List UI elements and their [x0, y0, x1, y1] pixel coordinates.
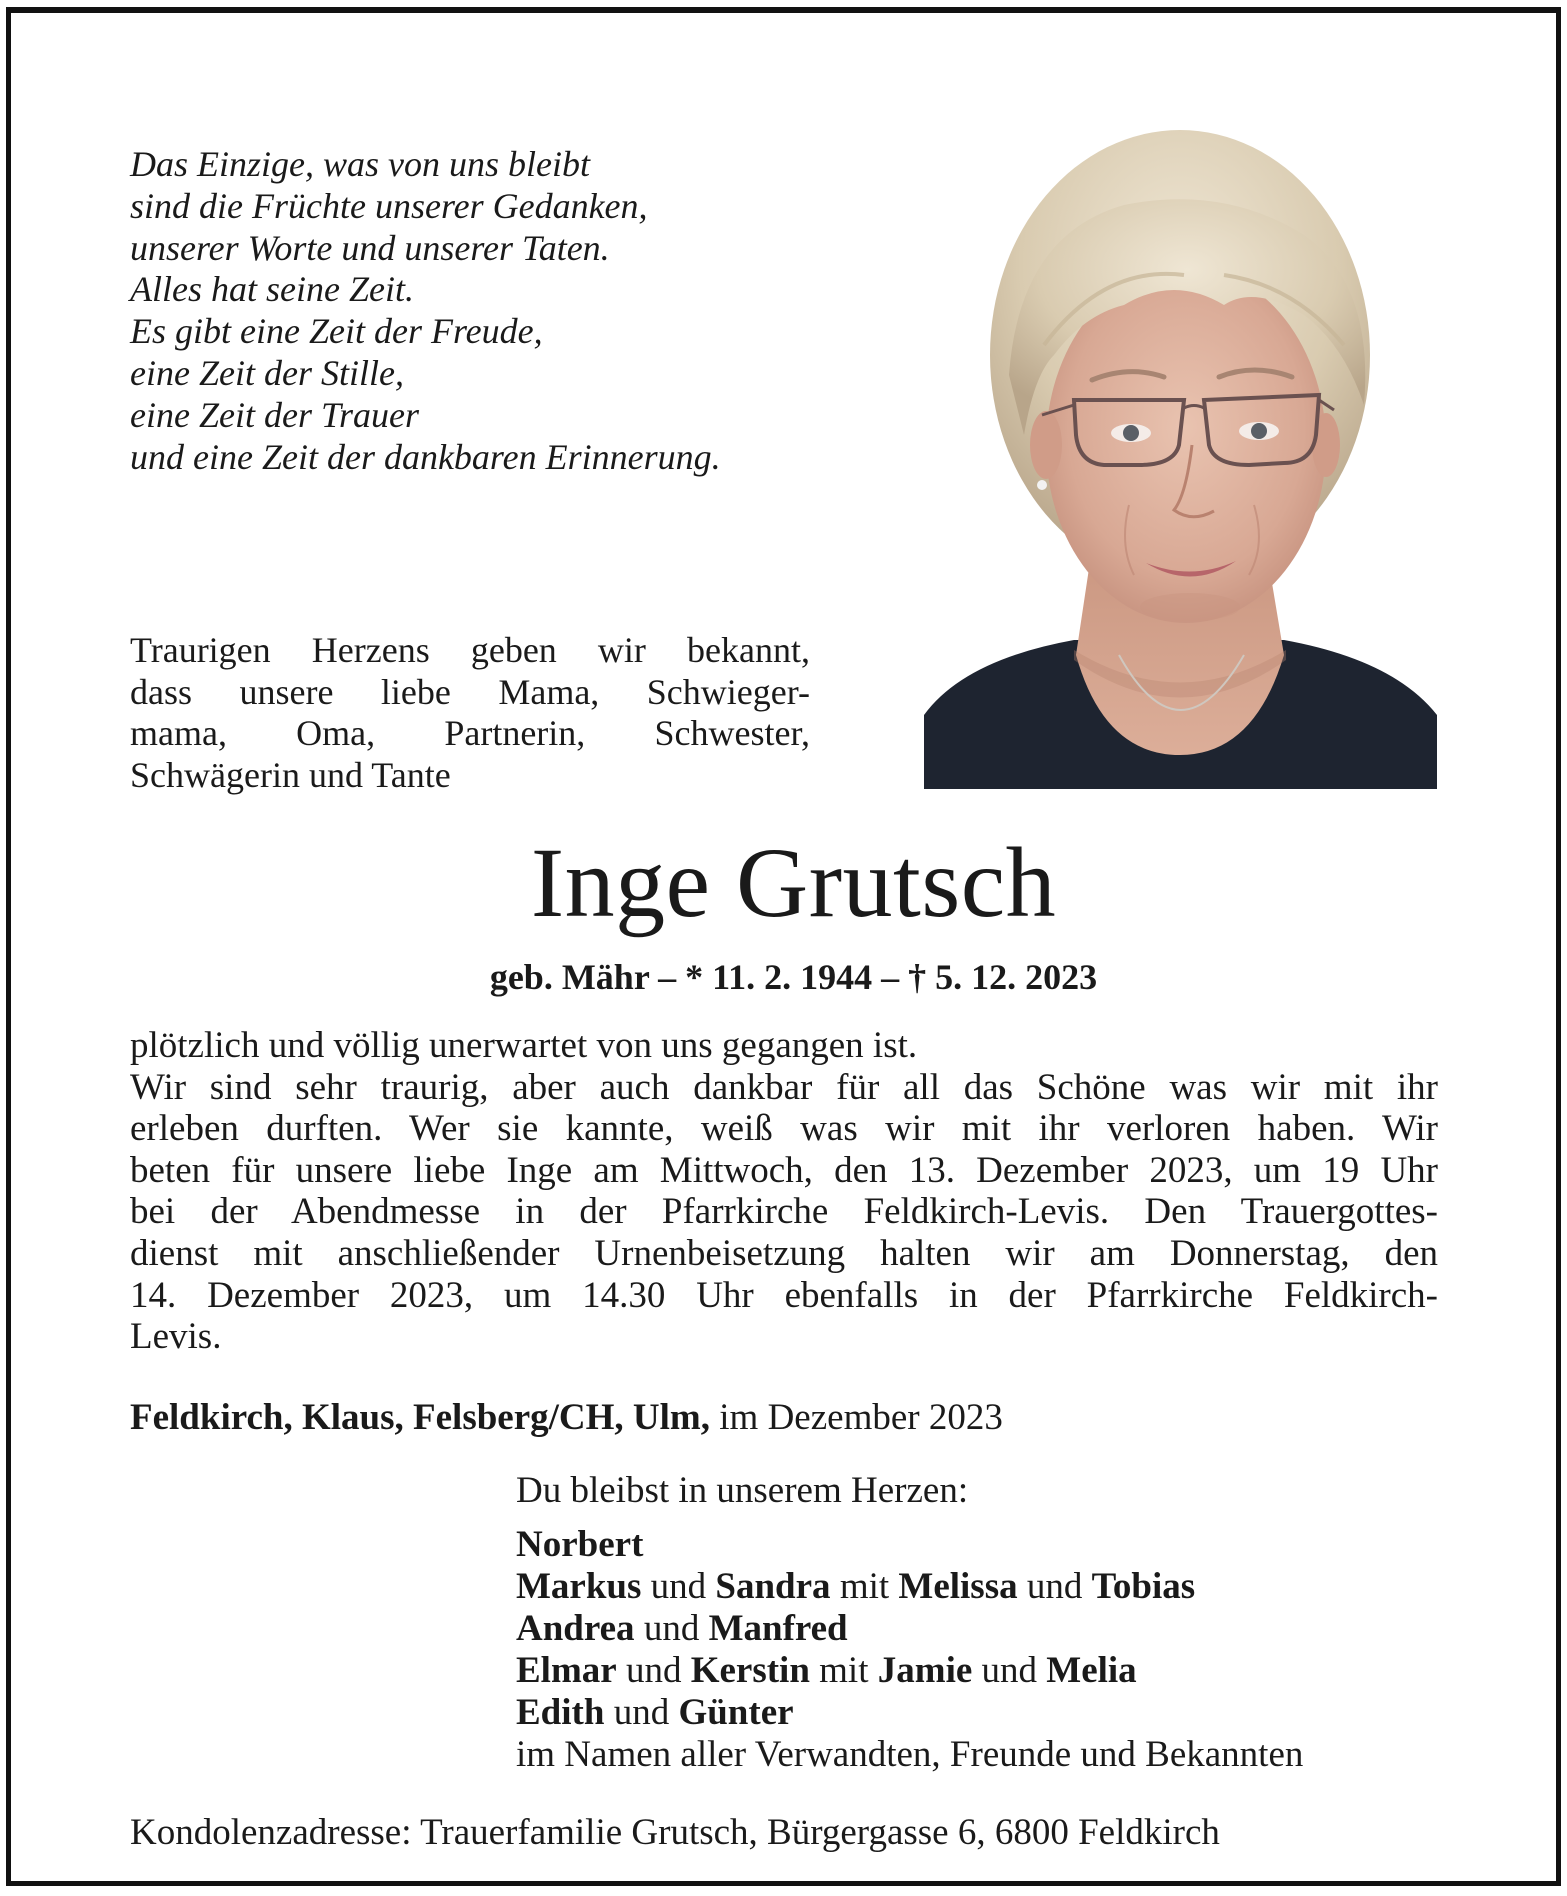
connector: mit [819, 1650, 869, 1691]
connector: und [650, 1566, 707, 1607]
places-date: im Dezember 2023 [719, 1397, 1003, 1438]
intro-line: Schwägerin und Tante [130, 754, 451, 795]
poem [130, 144, 910, 478]
intro-line: mama, Oma, Partnerin, Schwester, [130, 713, 810, 753]
mourner-name: Günter [678, 1692, 794, 1733]
announcement-line: 14. Dezember 2023, um 14.30 Uhr ebenfalls in der Pfarrkirche Feldkirch- [130, 1274, 1438, 1316]
mourner-row [516, 1608, 1446, 1650]
announcement-line: erleben durften. Wer sie kannte, weiß was wir mit ihr verloren haben. Wir [130, 1108, 1438, 1150]
mourner-row [516, 1692, 1446, 1734]
poem-line: sind die Früchte unserer Gedanken, [130, 185, 648, 226]
poem-line: unserer Worte und unserer Taten. [130, 227, 610, 268]
mourners-list [516, 1470, 1446, 1776]
portrait-photo [924, 115, 1437, 789]
poem-line: Das Einzige, was von uns bleibt [130, 144, 590, 184]
intro-line: dass unsere liebe Mama, Schwieger- [130, 671, 810, 712]
poem-line: Es gibt eine Zeit der Freude, [130, 311, 543, 352]
connector: und [981, 1650, 1038, 1691]
mourner-name: Edith [516, 1692, 605, 1733]
places-towns: Feldkirch, Klaus, Felsberg/CH, Ulm, [130, 1397, 711, 1438]
poem-line: eine Zeit der Stille, [130, 352, 404, 393]
mourner-name: Melissa [898, 1566, 1018, 1607]
portrait-illustration [924, 115, 1437, 789]
mourner-name: Melia [1046, 1650, 1137, 1691]
mourner-name: Norbert [516, 1524, 644, 1565]
intro-paragraph [130, 630, 810, 796]
announcement-line: Wir sind sehr traurig, aber auch dankbar für all das Schöne was wir mit ihr [130, 1066, 1438, 1108]
intro-line: Traurigen Herzens geben wir bekannt, [130, 630, 810, 670]
connector: und [613, 1692, 670, 1733]
announcement-line: Levis. [130, 1316, 222, 1358]
mourner-name: Kerstin [690, 1650, 810, 1691]
announcement-text [130, 1025, 1438, 1358]
mourner-name: Jamie [877, 1650, 973, 1691]
condolence-address: Kondolenzadresse: Trauerfamilie Grutsch, Bürgergasse 6, 6800 Feldkirch [130, 1812, 1220, 1853]
mourner-name: Elmar [516, 1650, 617, 1691]
mourners-closing: im Namen aller Verwandten, Freunde und Bekannten [516, 1734, 1304, 1775]
announcement-line: bei der Abendmesse in der Pfarrkirche Feldkirch-Levis. Den Trauergottes- [130, 1191, 1438, 1233]
deceased-name: Inge Grutsch [530, 827, 1057, 938]
places-and-date [130, 1395, 1430, 1441]
announcement-line: beten für unsere liebe Inge am Mittwoch, den 13. Dezember 2023, um 19 Uhr [130, 1149, 1438, 1191]
poem-line: eine Zeit der Trauer [130, 394, 419, 435]
mourner-row [516, 1650, 1446, 1692]
connector: und [643, 1608, 700, 1649]
connector: und [1026, 1566, 1083, 1607]
mourner-name: Sandra [715, 1566, 831, 1607]
mourner-name: Andrea [516, 1608, 635, 1649]
mourner-row [516, 1566, 1446, 1608]
deceased-dates: geb. Mähr – * 11. 2. 1944 – † 5. 12. 2023 [489, 957, 1098, 997]
announcement-line: plötzlich und völlig unerwartet von uns gegangen ist. [130, 1025, 918, 1066]
mourners-lead: Du bleibst in unserem Herzen: [516, 1470, 969, 1511]
mourner-name: Markus [516, 1566, 642, 1607]
mourner-name: Manfred [708, 1608, 848, 1649]
poem-line: Alles hat seine Zeit. [130, 269, 414, 310]
connector: mit [839, 1566, 890, 1607]
mourner-row [516, 1524, 1446, 1566]
mourner-name: Tobias [1091, 1566, 1196, 1607]
poem-line: und eine Zeit der dankbaren Erinnerung. [130, 436, 721, 477]
connector: und [625, 1650, 682, 1691]
announcement-line: dienst mit anschließender Urnenbeisetzung halten wir am Donnerstag, den [130, 1232, 1438, 1274]
